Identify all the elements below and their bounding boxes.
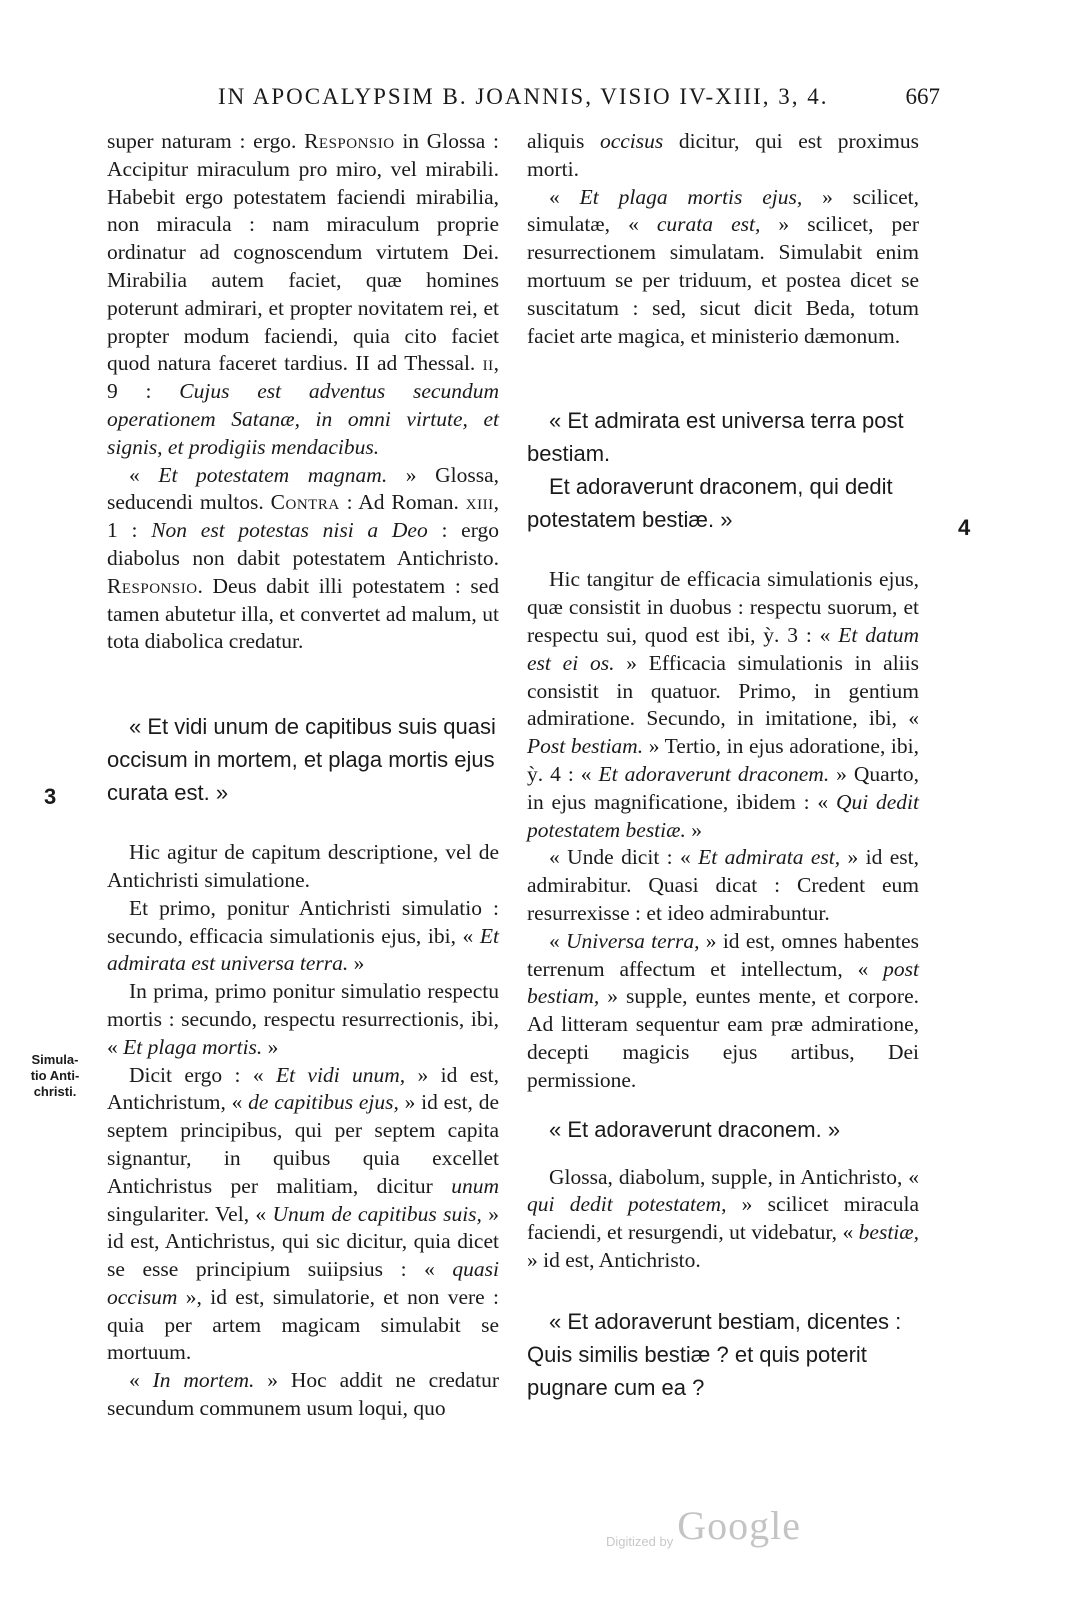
paragraph: super naturam : ergo. Responsio in Glossa : Accipitur miraculum pro miro, vel mirabili. Habebit ergo potestatem faciendi mirabilia, non miracula : nam miraculum proprie ordinatur ad cognoscendum virtutem Dei. Mirabilia autem faciet, quæ homines poterunt admirari, et propter novitatem rei, et propter modum faciendi, quia cito faciet quod natura faceret tardius. II ad Thessal. ii, 9 : Cujus est adventus secundum operationem Satanæ, in omni virtute, et signis, et prodigiis mendacibus. bbox=[107, 129, 499, 459]
running-head: IN APOCALYPSIM B. JOANNIS, VISIO IV-XIII, 3, 4. bbox=[218, 84, 829, 109]
margin-verse-number: 4 bbox=[958, 515, 971, 540]
paragraph: Hic agitur de capitum descriptione, vel de Antichristi simulatione. bbox=[107, 840, 499, 892]
paragraph: Dicit ergo : « Et vidi unum, » id est, Antichristum, « de capitibus ejus, » id est, de septem principibus, qui per septem capita signantur, in quibus quia excellet Antichristus per malitiam, dicitur unum singulariter. Vel, « Unum de capitibus suis, » id est, Antichristus, qui sic dicitur, quia dicet se esse principium suiipsius : « quasi occisum », id est, simulatorie, et non vere : quia per artem magicam simulabit se mortuum. bbox=[107, 1062, 500, 1365]
scripture-lemma: Et adoraverunt draconem, qui dedit potestatem bestiæ. » bbox=[527, 474, 893, 533]
paragraph: « Unde dicit : « Et admirata est, » id est, admirabitur. Quasi dicat : Credent eum resurrexisse : et ideo admirabuntur. bbox=[527, 845, 919, 925]
margin-note bbox=[22, 1052, 88, 1100]
margin-note-line: tio Anti- bbox=[30, 1068, 80, 1083]
page-number: 667 bbox=[905, 84, 940, 109]
paragraph: Et primo, ponitur Antichristi simulatio : secundo, efficacia simulationis ejus, ibi, « Et admirata est universa terra. » bbox=[107, 895, 499, 976]
scripture-lemma: « Et adoraverunt draconem. » bbox=[549, 1116, 841, 1142]
paragraph: Glossa, diabolum, supple, in Antichristo, « qui dedit potestatem, » scilicet miracula faciendi, et resurgendi, ut videbatur, « bestiæ, » id est, Antichristo. bbox=[527, 1164, 919, 1272]
paragraph: « Et potestatem magnam. » Glossa, seducendi multos. Contra : Ad Roman. xiii, 1 : Non est potestas nisi a Deo : ergo diabolus non dabit potestatem Antichristo. Responsio. Deus dabit illi potestatem : sed tamen abutetur illa, et convertet ad malum, ut tota diabolica credatur. bbox=[107, 462, 500, 654]
paragraph: Hic tangitur de efficacia simulationis ejus, quæ consistit in duobus : respectu suorum, et respectu sui, quod est ibi, ỳ. 3 : « Et datum est ei os. » Efficacia simulationis in aliis consistit in quatuor. Primo, in gentium admiratione. Secundo, in imitatione, ibi, « Post bestiam. » Tertio, in ejus adoratione, ibi, ỳ. 4 : « Et adoraverunt draconem. » Quarto, in ejus magnificatione, ibidem : « Qui dedit potestatem bestiæ. » bbox=[527, 567, 920, 842]
watermark-brand: Google bbox=[677, 1503, 801, 1548]
scripture-lemma: « Et admirata est universa terra post bestiam. bbox=[527, 408, 904, 467]
digitization-watermark bbox=[606, 1502, 801, 1550]
paragraph: « In mortem. » Hoc addit ne credatur secundum communem usum loqui, quo bbox=[107, 1368, 499, 1421]
scripture-lemma: « Et vidi unum de capitibus suis quasi occisum in mortem, et plaga mortis ejus curata est. » bbox=[107, 714, 496, 806]
scripture-lemma: « Et adoraverunt bestiam, dicentes : Quis similis bestiæ ? et quis poterit pugnare cum ea ? bbox=[527, 1308, 902, 1400]
paragraph: « Et plaga mortis ejus, » scilicet, simulatæ, « curata est, » scilicet, per resurrectionem simulatam. Simulabit enim mortuum se per triduum, et postea dicet se suscitatum : sed, sicut dicit Beda, totum faciet arte magica, et ministerio dæmonum. bbox=[527, 184, 920, 348]
paragraph: In prima, primo ponitur simulatio respectu mortis : secundo, respectu resurrectionis, ibi, « Et plaga mortis. » bbox=[107, 979, 499, 1059]
right-column bbox=[527, 128, 919, 1404]
paragraph: « Universa terra, » id est, omnes habentes terrenum affectum et intellectum, « post bestiam, » supple, euntes mente, et corpore. Ad litteram sequentur eam præ admiratione, decepti magicis ejus artibus, Dei permissione. bbox=[527, 928, 919, 1092]
paragraph: aliquis occisus dicitur, qui est proximus morti. bbox=[527, 129, 919, 181]
watermark-prefix: Digitized by bbox=[606, 1534, 674, 1549]
margin-verse-number: 3 bbox=[44, 784, 57, 809]
left-column bbox=[107, 128, 499, 1423]
margin-note-line: christi. bbox=[33, 1084, 77, 1099]
running-header bbox=[100, 84, 940, 118]
margin-note-line: Simula- bbox=[31, 1052, 79, 1067]
